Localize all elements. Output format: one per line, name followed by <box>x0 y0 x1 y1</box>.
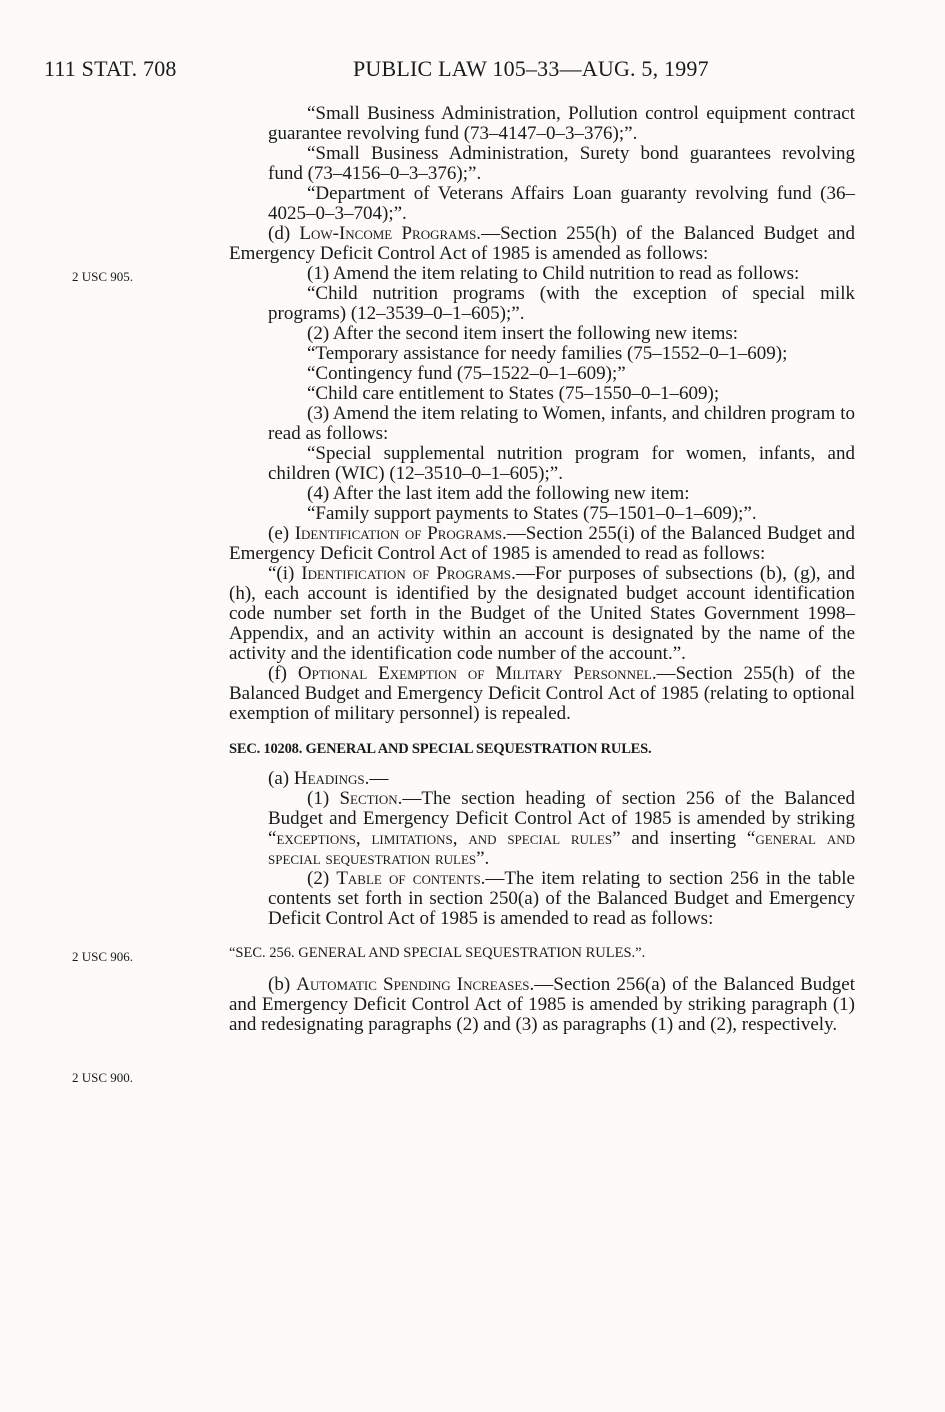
quoted-item: “Special supplemental nutrition program for women, infants, and children (WIC) (12–3510–0–1–605);”. <box>268 443 855 484</box>
quoted-item: “Family support payments to States (75–1501–0–1–609);”. <box>307 503 757 524</box>
subsection-f <box>229 664 855 724</box>
statute-page-number: 111 STAT. 708 <box>44 56 177 81</box>
subsection-text: —For purposes of subsections (b), (g), and (h), each account is identified by the designated budget account identification code number set forth in the Budget of the United States Government 1998–Appendix, and an activity within an account is designated by the name of the activity and the identification code number of the account.”. <box>229 563 855 664</box>
subsection-a <box>229 769 855 789</box>
subsection-label: (a) <box>268 768 294 789</box>
subsection-b <box>229 975 855 1035</box>
paragraph-text: —The section heading of section 256 of the Balanced Budget and Emergency Deficit Control Act of 1985 is amended by striking “ <box>268 788 856 849</box>
paragraph-heading: Section. <box>339 788 403 809</box>
subsection-text: —Section 255(h) of the Balanced Budget and Emergency Deficit Control Act of 1985 (relating to optional exemption of military personnel) is repealed. <box>229 663 856 724</box>
subsection-text: — <box>369 768 389 789</box>
paragraph: (1) Amend the item relating to Child nutrition to read as follows: <box>307 263 800 284</box>
quoted-subsection <box>229 564 855 664</box>
subsection-heading: Optional Exemption of Military Personnel. <box>297 663 657 684</box>
paragraph-label: (1) <box>307 788 340 809</box>
subsection-text: —Section 255(h) of the Balanced Budget and Emergency Deficit Control Act of 1985 is amended as follows: <box>229 223 856 264</box>
quoted-item: “Child care entitlement to States (75–1550–0–1–609); <box>307 383 720 404</box>
paragraph-a2 <box>229 869 855 929</box>
subsection-label: (e) <box>268 523 295 544</box>
running-header: PUBLIC LAW 105–33—AUG. 5, 1997 <box>353 56 709 81</box>
subsection-label: (d) <box>268 223 300 244</box>
subsection-text: —Section 255(i) of the Balanced Budget and Emergency Deficit Control Act of 1985 is amended to read as follows: <box>229 523 855 564</box>
quoted-item: “Child nutrition programs (with the exception of special milk programs) (12–3539–0–1–605);”. <box>268 283 855 324</box>
paragraph-text: ” and inserting “ <box>612 828 756 849</box>
paragraph-a1 <box>229 789 855 869</box>
quoted-item: “Department of Veterans Affairs Loan guaranty revolving fund (36–4025–0–3–704);”. <box>268 183 855 224</box>
margin-citation: 2 USC 905. <box>72 269 134 284</box>
quoted-item: “Small Business Administration, Pollution control equipment contract guarantee revolving fund (73–4147–0–3–376);”. <box>268 103 855 144</box>
quoted-item: “Small Business Administration, Surety bond guarantees revolving fund (73–4156–0–3–376);”. <box>268 143 855 184</box>
quoted-item: “Temporary assistance for needy families (75–1552–0–1–609); <box>307 343 788 364</box>
paragraph-label: (2) <box>307 868 337 889</box>
margin-citation: 2 USC 900. <box>72 1070 134 1085</box>
small-caps-phrase: exceptions, limitations, and special rules <box>276 828 613 849</box>
body-text <box>229 104 855 1035</box>
subsection-heading: Identification of Programs. <box>301 563 516 584</box>
subsection-label: (b) <box>268 974 297 995</box>
toc-line: “SEC. 256. GENERAL AND SPECIAL SEQUESTRATION RULES.”. <box>229 945 646 961</box>
subsection-d <box>229 224 855 264</box>
subsection-heading: Automatic Spending Increases. <box>296 974 535 995</box>
paragraph-heading: Table of contents. <box>336 868 486 889</box>
subsection-text: —Section 256(a) of the Balanced Budget and Emergency Deficit Control Act of 1985 is amended by striking paragraph (1) and redesignating paragraphs (2) and (3) as paragraphs (1) and (2), respectively. <box>229 974 856 1035</box>
paragraph-text: ”. <box>476 848 490 869</box>
paragraph-text: —The item relating to section 256 in the table contents set forth in section 250(a) of the Balanced Budget and Emergency Deficit Control Act of 1985 is amended to read as follows: <box>268 868 855 929</box>
subsection-heading: Low-Income Programs. <box>299 223 482 244</box>
quoted-item: “Contingency fund (75–1522–0–1–609);” <box>307 363 626 384</box>
paragraph: (3) Amend the item relating to Women, infants, and children program to read as follows: <box>268 403 855 444</box>
paragraph: (4) After the last item add the following new item: <box>307 483 690 504</box>
small-caps-phrase: general and special sequestration rules <box>268 828 855 869</box>
subsection-e <box>229 524 855 564</box>
subsection-label: (f) <box>268 663 298 684</box>
paragraph: (2) After the second item insert the following new items: <box>307 323 739 344</box>
subsection-heading: Headings. <box>293 768 370 789</box>
section-heading: SEC. 10208. GENERAL AND SPECIAL SEQUESTRATION RULES. <box>229 741 652 757</box>
margin-citation: 2 USC 906. <box>72 949 134 964</box>
subsection-heading: Identification of Programs. <box>294 523 507 544</box>
subsection-label: “(i) <box>268 563 302 584</box>
